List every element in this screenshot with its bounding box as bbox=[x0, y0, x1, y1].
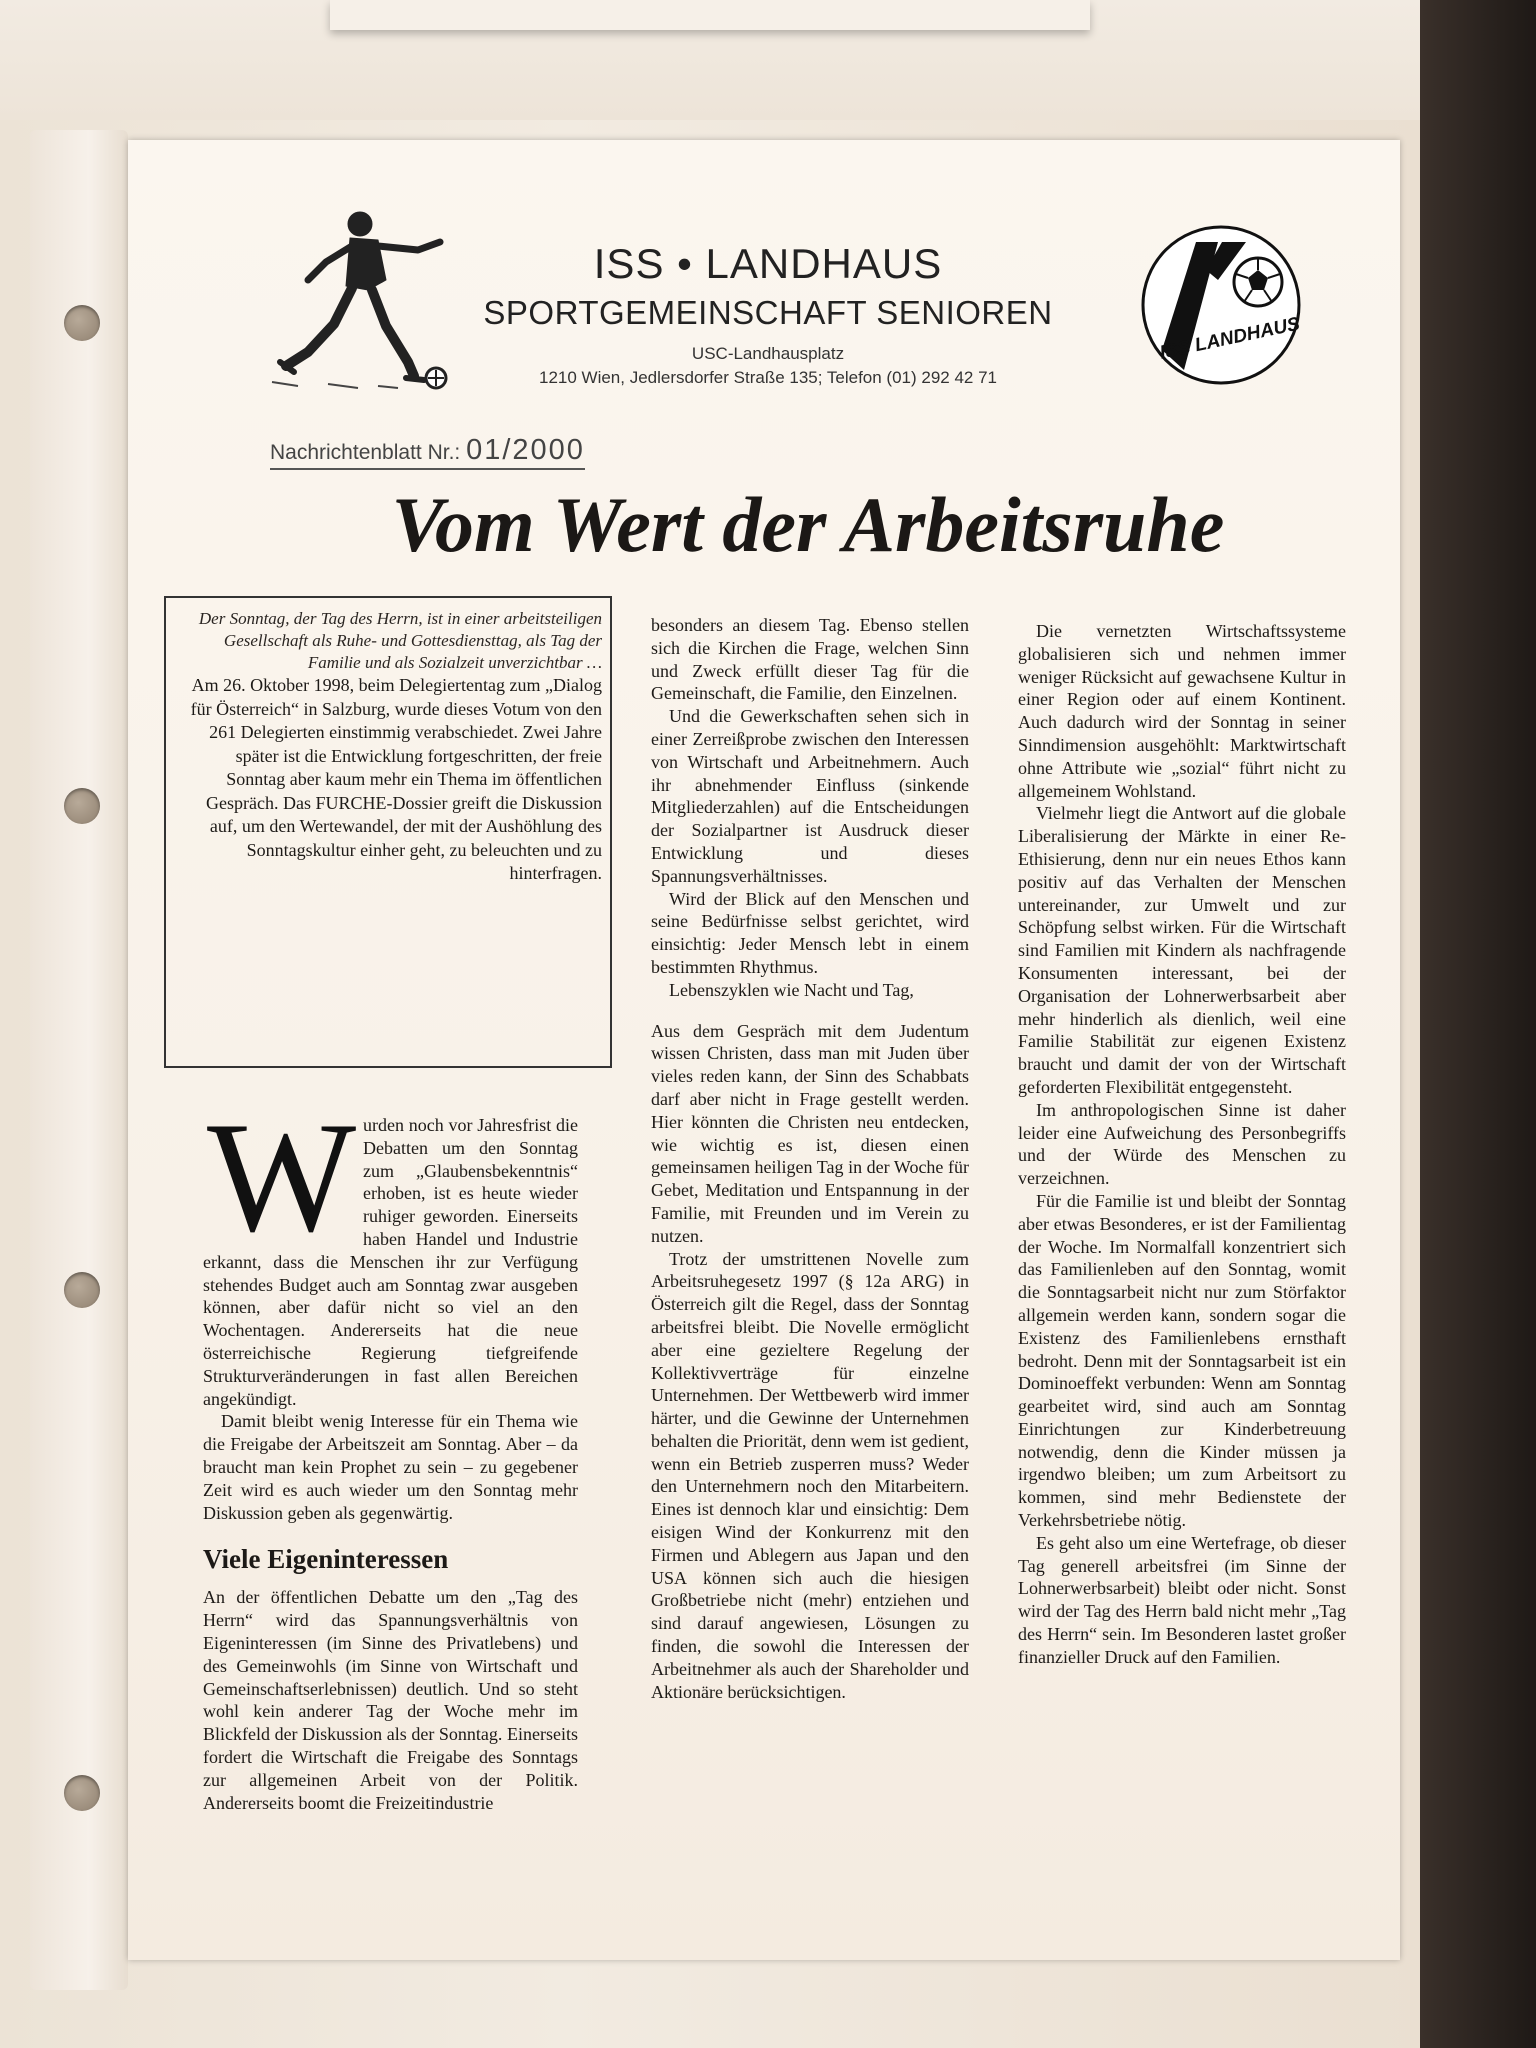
section-subhead: Viele Eigeninteressen bbox=[203, 1544, 449, 1575]
dark-background-edge bbox=[1420, 0, 1536, 2048]
article-headline: Vom Wert der Arbeitsruhe bbox=[391, 481, 1225, 568]
club-badge-logo bbox=[1136, 220, 1306, 390]
punch-hole bbox=[64, 305, 100, 341]
organization-place: USC-Landhausplatz bbox=[691, 344, 845, 363]
paragraph: besonders an diesem Tag. Ebenso stellen sich die Kirchen die Frage, welchen Sinn und Zweck erfüllt dieser Tag für die Gemeinschaft, die Familie, den Einzelnen. bbox=[651, 615, 969, 704]
punch-hole bbox=[64, 1272, 100, 1308]
issue-label: Nachrichtenblatt Nr.: bbox=[270, 441, 461, 464]
punch-hole bbox=[64, 1775, 100, 1811]
paragraph: Es geht also um eine Wertefrage, ob dieser Tag generell arbeitsfrei (im Sinne der Lohnerwerbsarbeit) bleibt oder nicht. Sonst wird der Tag des Herrn bald nicht mehr „Tag des Herrn“ sein. Im Besonderen lastet großer finanzieller Druck auf den Familien. bbox=[1018, 1532, 1346, 1667]
paragraph: Im anthropologischen Sinne ist daher leider eine Aufweichung des Personbegriffs und der Würde des Menschen zu verzeichnen. bbox=[1018, 1099, 1346, 1189]
intro-box bbox=[164, 596, 612, 1068]
paragraph: urden noch vor Jahresfrist die Debatten um den Sonntag zum „Glaubensbekenntnis“ erhoben, ist es heute wieder ruhiger geworden. Einerseits haben Handel und Industrie erkannt, dass die Menschen ihr zur Verfügung stehendes Budget auch am Sonntag zwar ausgeben können, aber dafür nicht so viel an den Wochentagen. Andererseits hat die neue österreichische Regierung tiefgreifende Strukturveränderungen in fast allen Bereichen angekündigt. bbox=[203, 1115, 578, 1409]
background-card bbox=[330, 0, 1090, 30]
binder-strip bbox=[30, 130, 128, 1990]
intro-lead: Der Sonntag, der Tag des Herrn, ist in einer arbeitsteiligen Gesellschaft als Ruhe- und Gottesdiensttag, als Tag der Familie und als Sozialzeit unverzichtbar … bbox=[198, 609, 602, 672]
organization-subtitle: SPORTGEMEINSCHAFT SENIOREN bbox=[483, 294, 1053, 331]
column-gap bbox=[651, 1002, 969, 1020]
paragraph: Die vernetzten Wirtschaftssysteme globalisieren sich und nehmen immer weniger Rücksicht auf gewachsene Kultur in einer Region oder auf einem Kontinent. Auch dadurch wird der Sonntag in seiner Sinndimension ausgehöhlt: Marktwirtschaft ohne Attribute wie „sozial“ führt nicht zu allgemeinem Wohlstand. bbox=[1018, 621, 1346, 801]
drop-cap: W bbox=[207, 1090, 357, 1265]
paragraph: Wird der Blick auf den Menschen und seine Bedürfnisse selbst gerichtet, wird einsichtig: Jeder Mensch lebt in einem bestimmten Rhythmus. bbox=[651, 888, 969, 977]
paragraph: Trotz der umstrittenen Novelle zum Arbeitsruhegesetz 1997 (§ 12a ARG) in Österreich gilt die Regel, dass der Sonntag arbeitsfrei bleibt. Die Novelle ermöglicht aber eine gezieltere Regelung der Kollektivverträge für einzelne Unternehmen. Der Wettbewerb wird immer härter, und die Gewinne der Unternehmen behalten die Priorität, denn wem ist gedient, wenn ein Betrieb zusperren muss? Weder den Unternehmern noch den Mitarbeitern. Eines ist dennoch klar und einsichtig: Dem eisigen Wind der Konkurrenz mit den Firmen und Ablegern aus Japan und den USA können sich auch die hiesigen Großbetriebe nicht (mehr) entziehen und sind darauf angewiesen, Lösungen zu finden, die sowohl die Interessen der Arbeitnehmer als auch der Shareholder und Aktionäre berücksichtigen. bbox=[651, 1248, 969, 1702]
issue-number bbox=[270, 434, 585, 470]
paragraph: Damit bleibt wenig Interesse für ein Thema wie die Freigabe der Arbeitszeit am Sonntag. Aber – da braucht man kein Prophet zu sein – zu gegebener Zeit wird es auch wieder um den Sonntag mehr Diskussion geben als gegenwärtig. bbox=[203, 1411, 578, 1523]
paragraph: Vielmehr liegt die Antwort auf die globale Liberalisierung der Märkte in einer Re-Ethisierung, denn nur ein neues Ethos kann positiv auf das Verhalten der Menschen untereinander, zur Umwelt und zur Schöpfung selbst wirken. Für die Wirtschaft sind Familien mit Kindern als nachfragende Konsumenten interessant, bei der Organisation der Lohnerwerbsarbeit aber mehr hinderlich als dienlich, weil eine Familie Stabilität zur eigenen Existenz braucht und damit der von der Wirtschaft geforderten Flexibilität entgegensteht. bbox=[1018, 803, 1346, 1097]
punch-hole bbox=[64, 788, 100, 824]
organization-address: 1210 Wien, Jedlersdorfer Straße 135; Telefon (01) 292 42 71 bbox=[538, 368, 998, 387]
intro-text: Am 26. Oktober 1998, beim Delegiertentag zum „Dialog für Österreich“ in Salzburg, wurde dieses Votum von den 261 Delegierten einstimmig verabschiedet. Zwei Jahre später ist die Entwicklung fortgeschritten, der freie Sonntag aber kaum mehr ein Thema im öffentlichen Gespräch. Das FURCHE-Dossier greift die Diskussion auf, um den Wertewandel, der mit der Aushöhlung des Sonntagskultur einher geht, zu beleuchten und zu hinterfragen. bbox=[190, 675, 602, 883]
article-column-2 bbox=[651, 614, 969, 1703]
organization-name: ISS • LANDHAUS bbox=[593, 240, 943, 287]
paragraph: Aus dem Gespräch mit dem Judentum wissen Christen, dass man mit Juden über vieles reden kann, der Sinn des Schabbats darf aber nicht in Frage gestellt werden. Hier könnten die Christen neu entdecken, wie wichtig es ist, diesen einen gemeinsamen heiligen Tag in der Woche für Gebet, Meditation und Entspannung in der Familie, mit Freunden und im Verein zu nutzen. bbox=[651, 1020, 969, 1246]
paragraph: Für die Familie ist und bleibt der Sonntag aber etwas Besonderes, er ist der Familientag der Woche. Im Normalfall konzentriert sich das Familienleben auf den Sonntag, womit die Sonntagsarbeit nicht nur zum Störfaktor allgemein werden kann, sondern sogar die Existenz des Familienlebens ernsthaft bedroht. Denn mit der Sonntagsarbeit ist ein Dominoeffekt verbunden: Wenn am Sonntag gearbeitet wird, sind auch am Sonntag Einrichtungen zur Kinderbetreuung notwendig, denn die Kinder müssen ja irgendwo bleiben; um zum Arbeitsort zu kommen, sind mehr Bedienstete der Verkehrsbetriebe nötig. bbox=[1018, 1190, 1346, 1531]
newsletter-page bbox=[128, 140, 1400, 1960]
issue-value: 01/2000 bbox=[466, 434, 585, 466]
article-column-1 bbox=[203, 1090, 578, 1814]
badge-text: ISS LANDHAUS bbox=[1157, 313, 1302, 364]
paragraph: Lebenszyklen wie Nacht und Tag, bbox=[669, 979, 914, 1000]
paragraph: An der öffentlichen Debatte um den „Tag des Herrn“ wird das Spannungsverhältnis von Eigeninteressen (im Sinne des Privatlebens) und des Gemeinwohls (im Sinne von Wirtschaft und Gemeinschaftserlebnissen) deutlich. Und so steht wohl kein anderer Tag der Woche mehr im Blickfeld der Diskussion als der Sonntag. Einerseits fordert die Wirtschaft die Freigabe des Sonntags zur allgemeinen Arbeit von der Politik. Andererseits boomt die Freizeitindustrie bbox=[203, 1587, 578, 1813]
article-column-3 bbox=[1018, 620, 1346, 1669]
soccer-player-icon bbox=[268, 202, 458, 392]
paragraph: Und die Gewerkschaften sehen sich in einer Zerreißprobe zwischen den Interessen von Wirtschaft und Arbeitnehmern. Auch ihr abnehmender Einfluss (sinkende Mitgliederzahlen) auf die Entscheidungen der Sozialpartner ist Ausdruck dieser Entwicklung und dieses Spannungsverhältnisses. bbox=[651, 706, 969, 886]
